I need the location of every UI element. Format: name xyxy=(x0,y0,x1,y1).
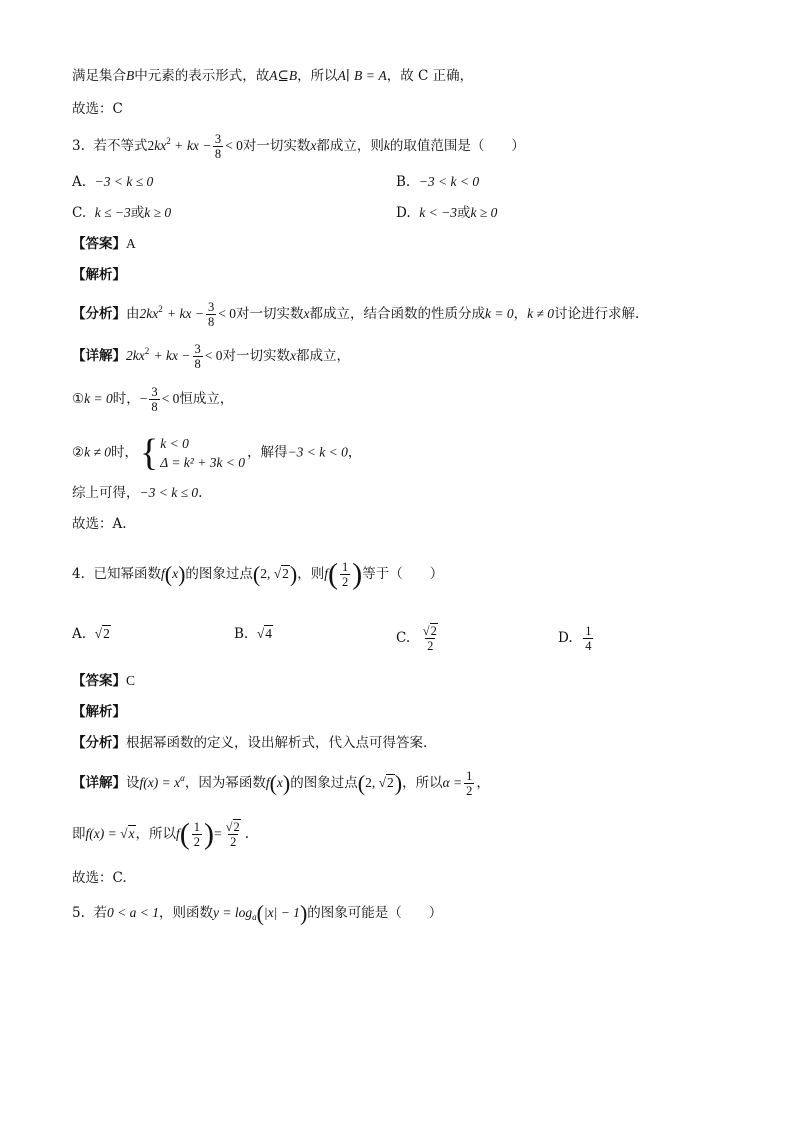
summary-3: 综上可得，−3 < k ≤ 0. xyxy=(72,485,203,501)
text-line-set-relation: 满足集合B中元素的表示形式，故A⊆B，所以A∣ B = A，故 C 正确， xyxy=(72,68,474,84)
conclusion-4: 即f(x) = √x，所以f( $\frac{1}{2}$ )= $\frac{√2}{2}$ . xyxy=(72,817,250,851)
analysis-heading-3: 【解析】 xyxy=(72,267,126,283)
answer-4: 【答案】C xyxy=(72,673,136,689)
option-3b: B. −3 < k < 0 xyxy=(396,174,480,190)
question-4: 4. 已知幂函数f(x)的图象过点(2, √2)，则f( $\frac{1}{2}$ )等于（ ） xyxy=(72,557,444,591)
option-4d: D. $\frac{1}{4}$ xyxy=(558,624,592,653)
analysis-heading-4: 【解析】 xyxy=(72,704,126,720)
option-4c: C. $\frac{√2}{2}$ xyxy=(396,624,437,653)
question-5: 5. 若0 < a < 1，则函数$y = \log_a(|x| - 1)$的图象可能是（ ） xyxy=(72,900,443,926)
option-3a: A. −3 < k ≤ 0 xyxy=(72,174,154,190)
detail-3: 【详解】$2kx^2$ + kx − $\frac{3}{8}$ < 0对一切实数x都成立， xyxy=(72,342,350,371)
analysis-4: 【分析】根据幂函数的定义，设出解析式，代入点可得答案. xyxy=(72,735,428,751)
option-4a: A. √2 xyxy=(72,626,110,642)
question-3: 3. 若不等式$2kx^2$ + kx − $\frac{3}{8}$ < 0对一切实数x都成立，则k的取值范围是（ ） xyxy=(72,132,525,161)
inequality-system: { k < 0 Δ = k² + 3k < 0 xyxy=(140,432,246,474)
answer-select-q3: 故选：A. xyxy=(72,516,127,532)
answer-3: 【答案】A xyxy=(72,236,136,252)
option-4b: B. √4 xyxy=(234,626,272,642)
detail-4: 【详解】设$f(x) = x^\alpha$，因为幂函数f(x)的图象过点(2, √2)，所以α = $\frac{1}{2}$ ， xyxy=(72,769,490,798)
case-1: ①k = 0时，− $\frac{3}{8}$ < 0恒成立， xyxy=(72,385,234,414)
case-2: ②k ≠ 0时， { k < 0 Δ = k² + 3k < 0 ，解得−3 < k < 0， xyxy=(72,432,362,474)
answer-select-q2: 故选：C xyxy=(72,101,123,117)
option-3c: C. k ≤ −3或k ≥ 0 xyxy=(72,205,172,221)
option-3d: D. k < −3或k ≥ 0 xyxy=(396,205,498,221)
analysis-3: 【分析】由$2kx^2$ + kx − $\frac{3}{8}$ < 0对一切实数x都成立，结合函数的性质分成k = 0，k ≠ 0讨论进行求解. xyxy=(72,300,640,329)
answer-select-q4: 故选：C. xyxy=(72,870,127,886)
fraction-3-8: $\frac{3}{8}$ xyxy=(214,132,222,161)
